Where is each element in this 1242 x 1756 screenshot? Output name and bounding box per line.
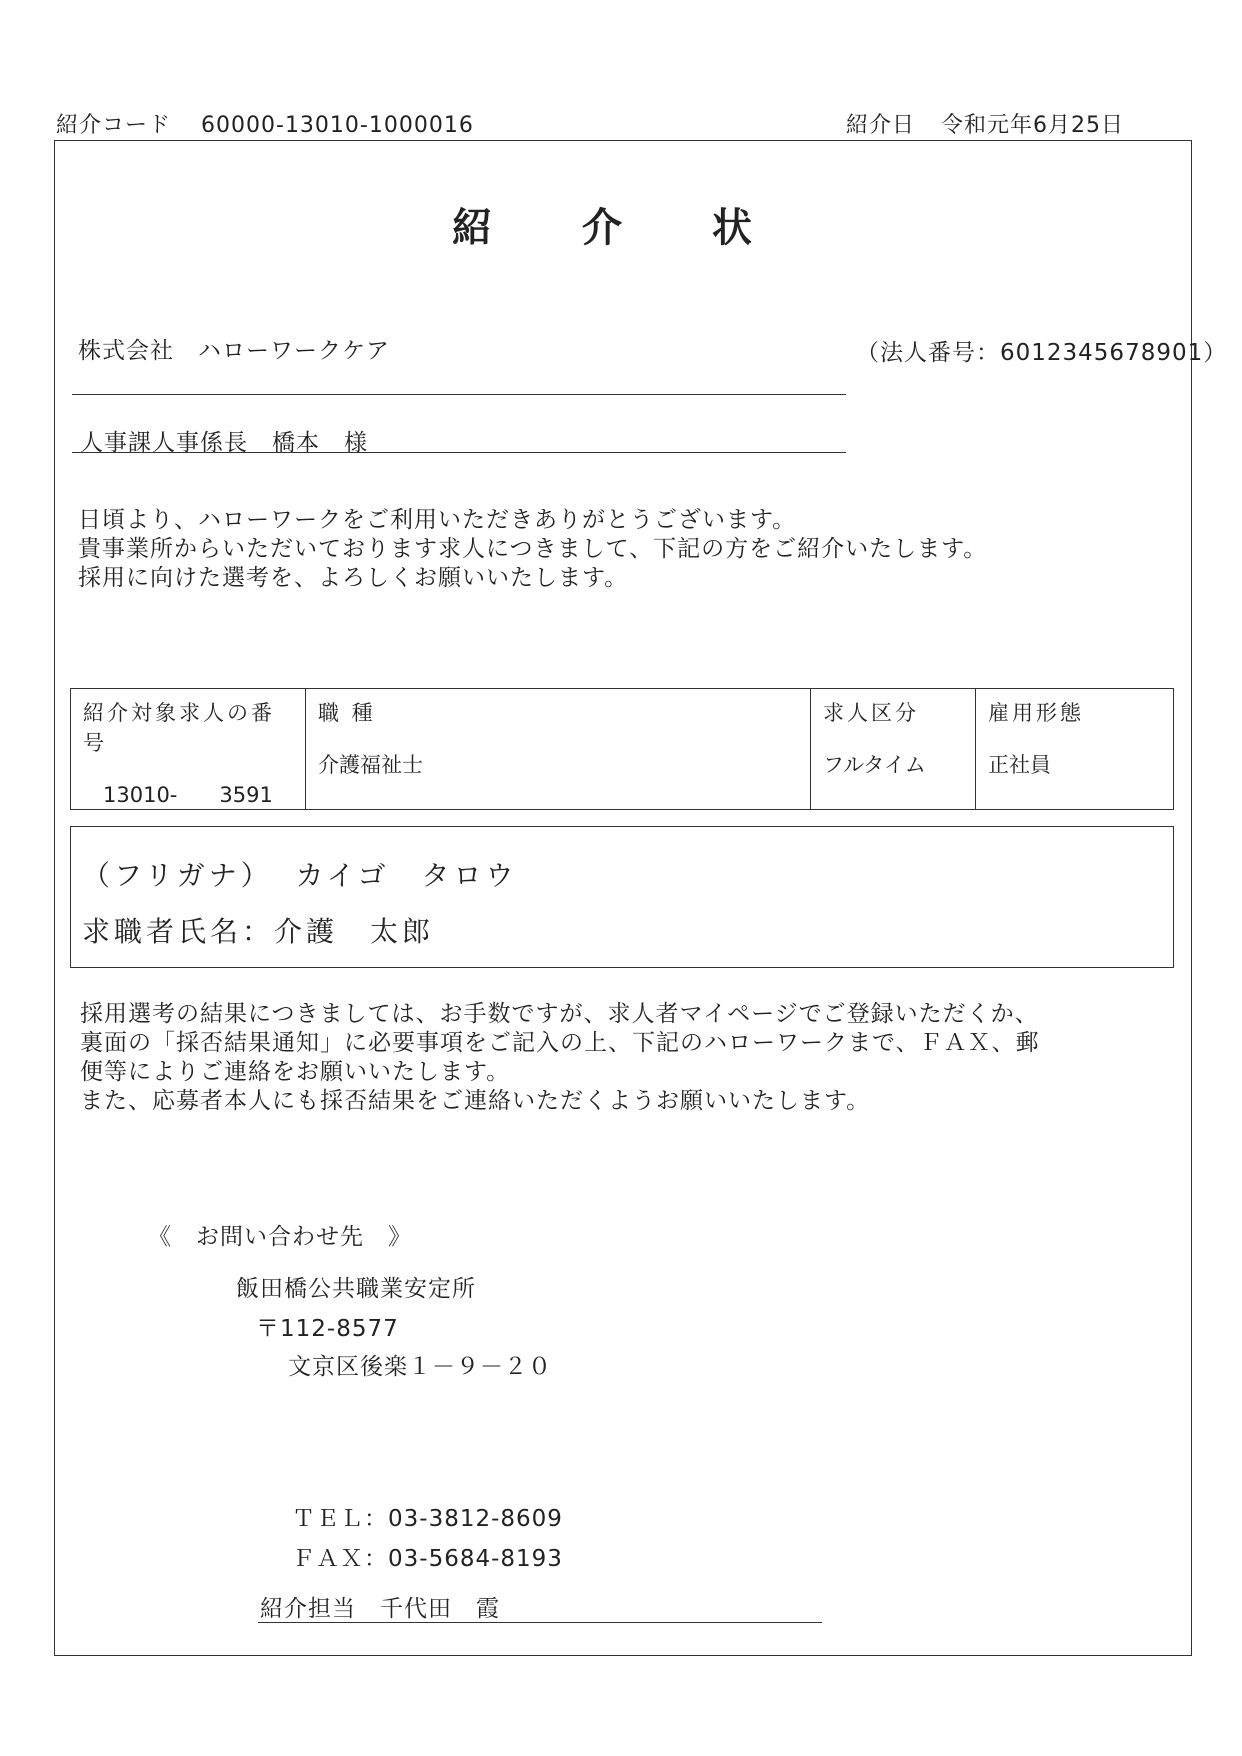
contact-office: 飯田橋公共職業安定所	[236, 1276, 476, 1302]
job-number-cell	[71, 689, 306, 810]
job-number-header: 紹介対象求人の番号	[83, 701, 275, 755]
referral-code-value: 60000-13010-1000016	[201, 113, 474, 138]
job-category-value: フルタイム	[823, 753, 926, 777]
contact-address: 文京区後楽１－９－２０	[288, 1354, 552, 1380]
contact-postal: 〒112-8577	[256, 1316, 399, 1342]
instructions-text	[80, 1000, 1040, 1116]
job-table	[70, 688, 1174, 810]
company-underline	[72, 394, 846, 395]
greeting-text	[78, 506, 987, 593]
person-underline	[72, 452, 846, 453]
referral-code	[56, 108, 474, 139]
furigana-label: （フリガナ）	[82, 859, 273, 892]
recipient-company: 株式会社 ハローワークケア	[78, 338, 390, 364]
job-type-value: 介護福祉士	[318, 753, 423, 777]
greeting-line: 貴事業所からいただいております求人につきまして、下記の方をご紹介いたします。	[78, 536, 988, 562]
referral-date-label: 紹介日	[846, 113, 916, 138]
job-category-header: 求人区分	[823, 701, 919, 725]
instruction-line: 便等によりご連絡をお願いいたします。	[80, 1059, 511, 1085]
employment-type-cell	[976, 689, 1174, 810]
contact-heading: 《 お問い合わせ先 》	[148, 1224, 412, 1250]
page-title: 紹 介 状	[452, 205, 790, 251]
corporate-number: （法人番号：6012345678901）	[856, 340, 1228, 366]
recipient-person: 人事課人事係長 橋本 様	[80, 430, 368, 456]
staff-underline	[258, 1622, 822, 1623]
job-number-value: 13010- 3591	[103, 783, 273, 807]
job-category-cell	[811, 689, 976, 810]
employment-type-value: 正社員	[988, 753, 1051, 777]
job-type-header: 職 種	[318, 701, 376, 725]
referral-date-value: 令和元年6月25日	[941, 113, 1125, 138]
greeting-line: 日頃より、ハローワークをご利用いただきありがとうございます。	[78, 507, 797, 533]
instruction-line: 裏面の「採否結果通知」に必要事項をご記入の上、下記のハローワークまで、ＦＡＸ、郵	[80, 1030, 1040, 1056]
applicant-furigana	[82, 854, 518, 894]
referral-date	[846, 108, 1124, 139]
instruction-line: また、応募者本人にも採否結果をご連絡いただくようお願いいたします。	[80, 1088, 871, 1114]
contact-staff: 紹介担当 千代田 霞	[260, 1596, 500, 1622]
employment-type-header: 雇用形態	[988, 701, 1084, 725]
contact-tel: ＴＥＬ：03-3812-8609	[292, 1506, 563, 1532]
referral-code-label: 紹介コード	[56, 113, 172, 138]
greeting-line: 採用に向けた選考を、よろしくお願いいたします。	[78, 565, 629, 591]
applicant-name	[82, 910, 434, 950]
name-label: 求職者氏名：	[82, 915, 275, 948]
job-type-cell	[306, 689, 811, 810]
name-value: 介護 太郎	[274, 915, 435, 948]
instruction-line: 採用選考の結果につきましては、お手数ですが、求人者マイページでご登録いただくか、	[80, 1001, 1039, 1027]
furigana-value: カイゴ タロウ	[295, 859, 518, 892]
contact-fax: ＦＡＸ：03-5684-8193	[292, 1546, 563, 1572]
